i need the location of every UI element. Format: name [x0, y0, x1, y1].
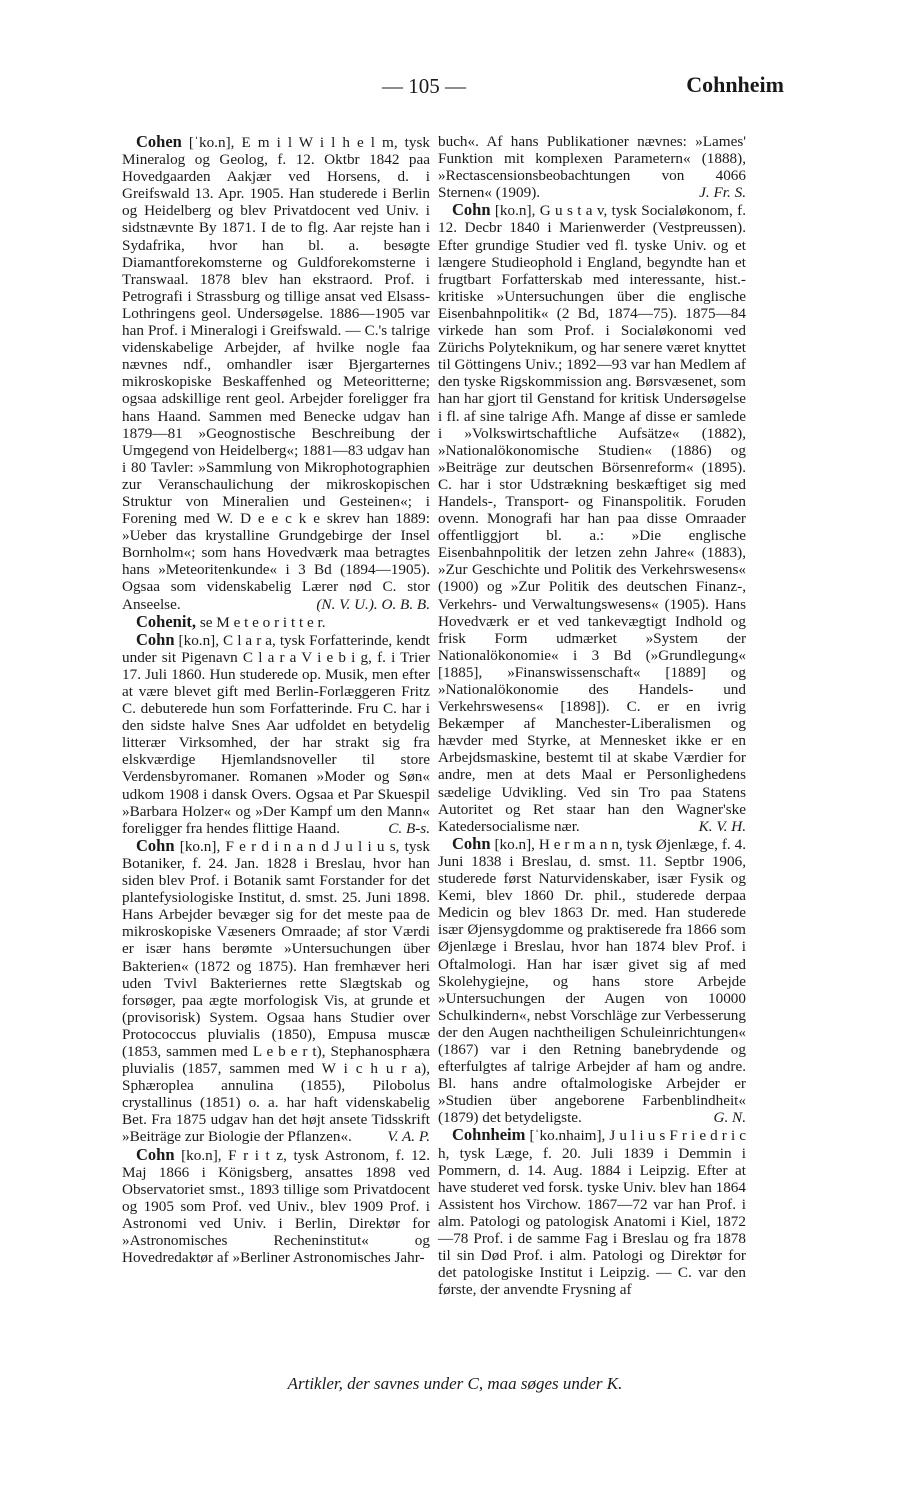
- entry-cohn-fritz-continued: [438, 133, 746, 201]
- entry-headword: Cohn: [452, 833, 491, 853]
- left-column: [122, 133, 430, 1266]
- entry-cohn-gustav: [438, 201, 746, 834]
- page-footer-note: Artikler, der savnes under C, maa søges under K.: [287, 1374, 623, 1393]
- entry-cohnheim-julius: [438, 1126, 746, 1298]
- entry-body: [ko.n], C l a r a, tysk Forfatterinde, kendt under sit Pigenavn C l a r a V i e b i g, f. i Trier 17. Juli 1860. Hun studerede op. Musik, men efter at være blevet gift med Berlin-Forlæggeren Fritz C. debuterede hun som Forfatterinde. Fru C. har i den sidste halve Snes Aar udfoldet en betydelig litterær Virksomhed, der har strakt sig fra elskværdige Hjemlandsnoveller til store Verdensbyromaner. Romanen »Moder og Søn« udkom 1908 i dansk Overs. Ogsaa et Par Skuespil »Barbara Holzer« og »Der Kampf um den Mann« foreligger fra hendes flittige Haand.: [122, 631, 430, 837]
- entry-signature: G. N.: [713, 1109, 746, 1127]
- page-header: [120, 70, 790, 110]
- entry-headword: Cohenit,: [136, 611, 197, 631]
- entry-headword: Cohn: [136, 629, 175, 649]
- entry-cohn-ferdinand: [122, 837, 430, 1146]
- entry-body: [ko.n], H e r m a n n, tysk Øjenlæge, f. 4. Juni 1838 i Breslau, d. smst. 11. Septbr 1906, studerede først Naturvidenskaber, især Fysik og Kemi, blev 1860 Dr. phil., studerede derpaa Medicin og blev 1863 Dr. med. Han studerede især Øjensygdomme og praktiserede fra 1866 som Øjenlæge i Breslau, hvor han 1874 blev Prof. i Oftalmologi. Han har især givet sig af med Skolehygiejne, og hans store Arbejde »Untersuchungen der Augen von 10000 Schulkindern«, nebst Vorschläge zur Verbesserung der den Augen nachtheiligen Schuleinrichtungen« (1867) var i den Retning banebrydende og efterfulgtes af talrige Arbejder af ham og andre. Bl. hans andre oftalmologiske Arbejder er »Studien über angeborene Farbenblindheit« (1879) det betydeligste.: [438, 835, 746, 1127]
- entry-body: [ˈko.nhaim], J u l i u s F r i e d r i c h, tysk Læge, f. 20. Juli 1839 i Demmin i Pommern, d. 14. Aug. 1884 i Leipzig. Efter at have studeret ved forsk. tyske Univ. blev han 1864 Assistent hos Virchow. 1867—72 var han Prof. i alm. Patologi og patologisk Anatomi i Kiel, 1872—78 Prof. i de samme Fag i Breslau og fra 1878 til sin Død Prof. i alm. Patologi og Direktør for det patologiske Institut i Leipzig. — C. var den første, der anvendte Frysning af: [438, 1127, 746, 1299]
- entry-headword: Cohn: [136, 835, 175, 855]
- entry-signature: K. V. H.: [698, 817, 746, 835]
- entry-body: se M e t e o r i t t e r.: [196, 613, 326, 631]
- running-head: Cohnheim: [686, 72, 784, 97]
- entry-cohen-emil: [122, 133, 430, 613]
- entry-body: [ko.n], F e r d i n a n d J u l i u s, tysk Botaniker, f. 24. Jan. 1828 i Breslau, hvor han siden blev Prof. i Botanik samt Forstander for det plantefysiologiske Institut, d. smst. 25. Juni 1898. Hans Arbejder bevæger sig for det meste paa de mikroskopiske Væseners Omraade; af stor Værdi er især hans berømte »Untersuchungen über Bakterien« (1872 og 1875). Han fremhæver heri uden Tvivl Bakteriernes rette Slægtskab og forsøger, paa ægte morfologisk Vis, at grunde et (provisorisk) System. Ogsaa hans Studier over Protococcus pluvialis (1850), Empusa muscæ (1853, sammen med L e b e r t), Stephanosphæra pluvialis (1857, sammen med W i c h u r a), Sphæroplea annulina (1855), Pilobolus crystallinus (1851) o. a. har haft videnskabelig Bet. Fra 1875 udgav han det højt ansete Tidsskrift »Beiträge zur Biologie der Pflanzen«.: [122, 837, 430, 1146]
- right-column: [438, 133, 746, 1298]
- entry-headword: Cohn: [452, 200, 491, 220]
- entry-headword: Cohen: [136, 132, 182, 151]
- entry-signature: J. Fr. S.: [699, 184, 746, 202]
- entry-cohn-clara: [122, 631, 430, 837]
- entry-cohenit: [122, 613, 430, 631]
- entry-headword: Cohn: [136, 1144, 175, 1164]
- entry-headword: Cohnheim: [452, 1125, 526, 1145]
- page-number: — 105 —: [382, 74, 466, 98]
- entry-signature: (N. V. U.). O. B. B.: [316, 595, 430, 613]
- entry-cohn-hermann: [438, 835, 746, 1127]
- entry-signature: C. B-s.: [388, 819, 430, 837]
- entry-cohn-fritz: [122, 1146, 430, 1267]
- entry-body: [ko.n], F r i t z, tysk Astronom, f. 12. Maj 1866 i Königsberg, ansattes 1898 ved Observatoriet smst., 1893 tillige som Privatdocent og 1905 som Prof. ved Univ., blev 1909 Prof. i Astronomi ved Univ. i Berlin, Direktør for »Astronomisches Recheninstitut« og Hovedredaktør af »Berliner Astronomisches Jahr-: [122, 1146, 430, 1267]
- entry-signature: V. A. P.: [387, 1128, 430, 1146]
- entry-body: [ko.n], G u s t a v, tysk Socialøkonom, f. 12. Decbr 1840 i Marienwerder (Vestpreussen). Efter grundige Studier ved fl. tyske Univ. og et længere Studieophold i England, begyndte han et frugtbart Forfatterskab med interessante, hist.-kritiske »Untersuchungen über die englische Eisenbahnpolitik« (2 Bd, 1874—75). 1875—84 virkede han som Prof. i Socialøkonomi ved Zürichs Polyteknikum, og har senere været knyttet til Göttingens Univ.; 1892—93 var han Medlem af den tyske Rigskommission ang. Børsvæsenet, som han har gjort til Genstand for kritisk Undersøgelse i fl. af sine talrige Afh. Mange af disse er samlede i »Volkswirtschaftliche Aufsätze« (1882), »Nationalökonomische Studien« (1886) og »Beiträge zur deutschen Börsenreform« (1895). C. har i stor Udstrækning beskæftiget sig med Handels-, Transport- og Finanspolitik. Foruden ovenn. Monografi har han paa disse Omraader offentliggjort bl. a.: »Die englische Eisenbahnpolitik der letzen zehn Jahre« (1883), »Zur Geschichte und Politik des Verkehrswesens« (1900) og »Zur Politik des deutschen Finanz-, Verkehrs- und Verwaltungswesens« (1905). Hans Hovedværk er et ved tankevægtigt Indhold og frisk Form udmærket »System der Nationalökonomie« i 3 Bd (»Grundlegung« [1885], »Finanswissenschaft« [1889] og »Nationalökonomie des Handels- und Verkehrswesens« [1898]). C. er en ivrig Bekæmper af Manchester-Liberalismen og hævder med Styrke, at Mennesket ikke er en Arbejdsmaskine, bestemt til at skabe Værdier for andre, men at dets Maal er Personlighedens sædelige Udvikling. Ved sin Tro paa Statens Autoritet og Ret staar han den Wagner'ske Katedersocialisme nær.: [438, 202, 746, 835]
- entry-body: buch«. Af hans Publikationer nævnes: »Lames' Funktion mit komplexen Parametern« (1888), »Rectascensionsbeobachtungen von 4066 Sternen« (1909).: [438, 133, 746, 202]
- entry-body: [ˈko.n], E m i l W i l h e l m, tysk Mineralog og Geolog, f. 12. Oktbr 1842 paa Hovedgaarden Aakjær ved Horsens, d. i Greifswald 13. Apr. 1905. Han studerede i Berlin og Heidelberg og blev Privatdocent ved Univ. i sidstnævnte By 1871. I de to flg. Aar rejste han i Sydafrika, hvor han bl. a. besøgte Diamantforekomsterne og Guldforekomsterne i Transwaal. 1878 blev han ekstraord. Prof. i Petrografi i Strassburg og tillige ansat ved Elsass-Lothringens geol. Undersøgelse. 1886—1905 var han Prof. i Mineralogi i Greifswald. — C.'s talrige videnskabelige Arbejder, af hvilke nogle faa nævnes ndf., omhandler især Bjergarternes mikroskopiske Beskaffenhed og Meteoritterne; ogsaa adskillige rent geol. Arbejder foreligger fra hans Haand. Sammen med Benecke udgav han 1879—81 »Geognostische Beschreibung der Umgegend von Heidelberg«; 1881—83 udgav han i 80 Tavler: »Sammlung von Mikrophotographien zur Veranschaulichung der mikroskopischen Struktur von Mineralien und Gesteinen«; i Forening med W. D e e c k e skrev han 1889: »Ueber das krystalline Grundgebirge der Insel Bornholm«; som hans Hovedværk maa betragtes hans »Meteoritenkunde« i 3 Bd (1894—1905). Ogsaa som videnskabelig Lærer nød C. stor Anseelse.: [122, 134, 430, 613]
